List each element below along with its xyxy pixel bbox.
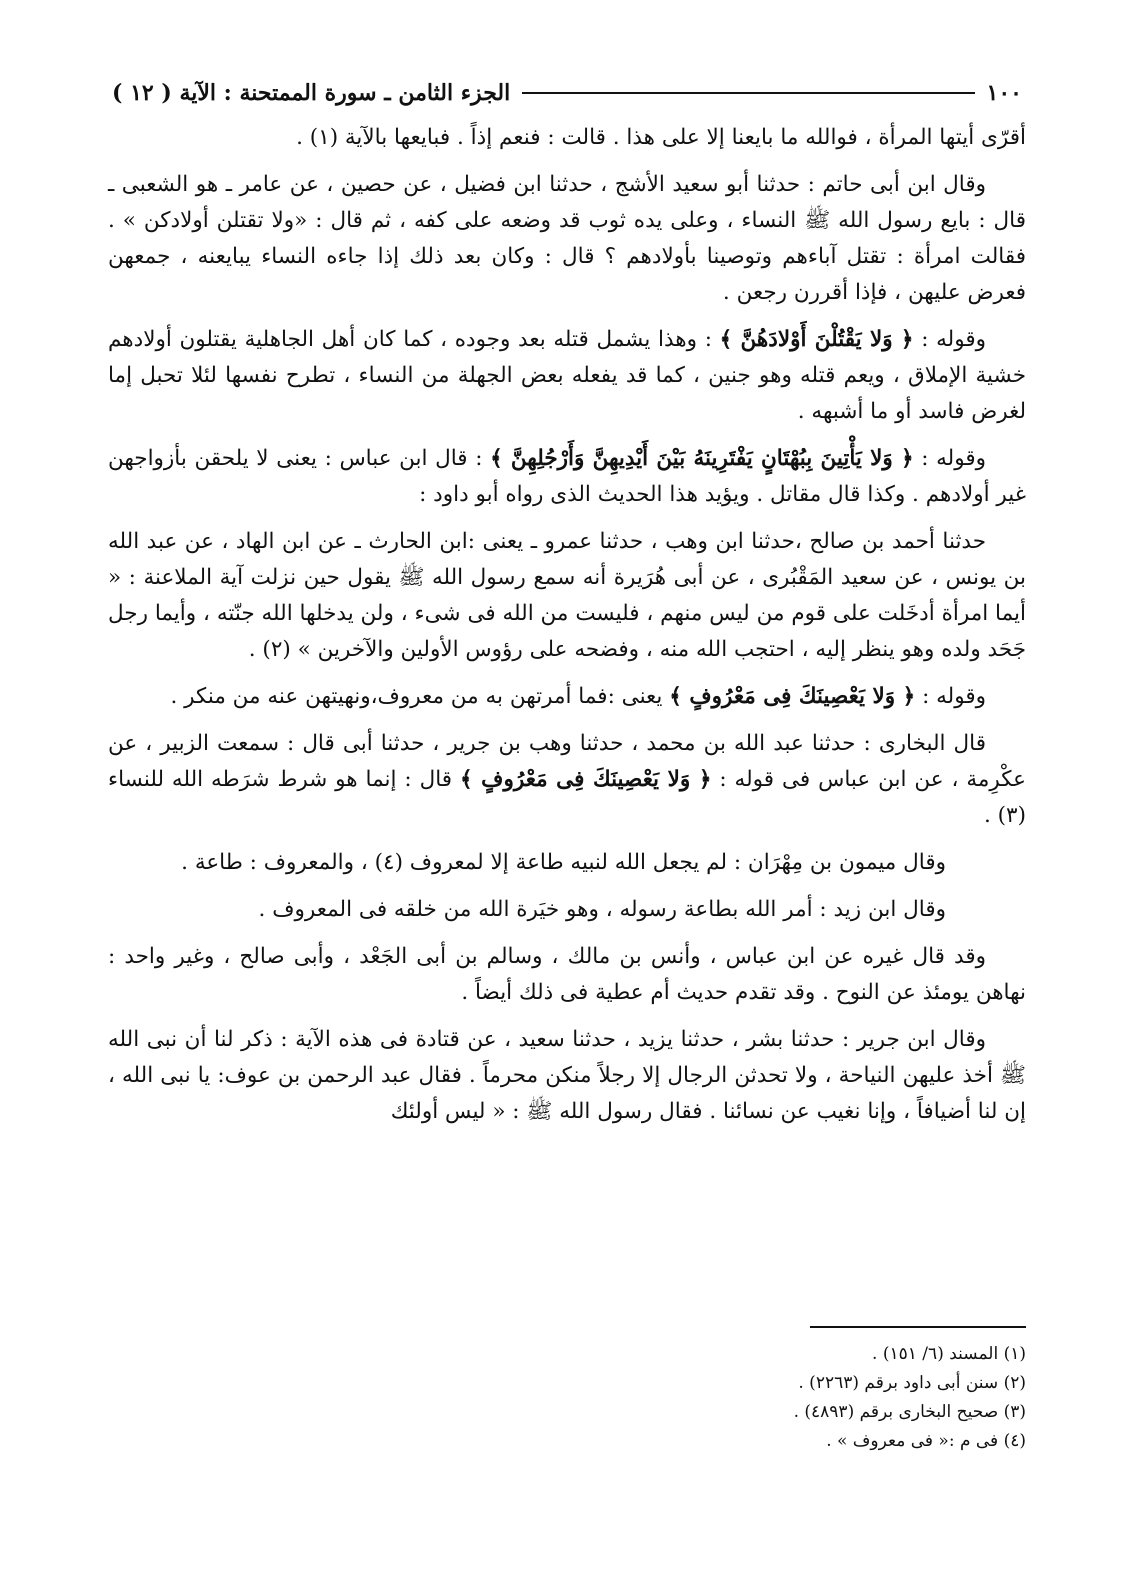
paragraph-7-text: قال : إنما هو شرط شرَطه الله للنساء (٣) . [108,767,1026,828]
quran-quote-3: ﴿ وَلا يَعْصِينَكَ فِى مَعْرُوفٍ ﴾ [669,684,916,709]
paragraph-2: وقال ابن أبى حاتم : حدثنا أبو سعيد الأشج ، حدثنا ابن فضيل ، عن حصين ، عن عامر ـ هو الشعبى ـ قال : بايع رسول الله ﷺ النساء ، وعلى يده ثوب قد وضعه على كفه ، ثم قال : «ولا تقتلن أولادكن » . فقالت امرأة : تقتل آباءهم وتوصينا بأولادهم ؟ قال : وكان بعد ذلك إذا جاءه النساء يبايعنه ، جمعهن فعرض عليهن ، فإذا أقررن رجعن . [108,172,1026,305]
paragraph-10: وقد قال غيره عن ابن عباس ، وأنس بن مالك ، وسالم بن أبى الجَعْد ، وأبى صالح ، وغير واحد : نهاهن يومئذ عن النوح . وقد تقدم حديث أم عطية فى ذلك أيضاً . [108,944,1026,1005]
paragraph-6-lead: وقوله : [915,684,986,709]
paragraph-3 [108,322,1026,430]
quran-quote-2: ﴿ وَلا يَأْتِينَ بِبُهْتَانٍ يَفْتَرِينَهُ بَيْنَ أَيْدِيهِنَّ وَأَرْجُلِهِنَّ ﴾ [490,446,914,471]
running-header [112,78,1022,108]
paragraph-3-text: : وهذا يشمل قتله بعد وجوده ، كما كان أهل الجاهلية يقتلون أولادهم خشية الإملاق ، ويعم قتله وهو جنين ، كما قد يفعله بعض الجهلة من النساء ، تطرح نفسها لئلا تحبل إما لغرض فاسد أو ما أشبهه . [108,327,1026,424]
paragraph-7 [108,726,1026,834]
footnotes [600,1340,1026,1456]
main-text [108,120,1026,1141]
footnote-rule [810,1326,1026,1328]
paragraph-5: حدثنا أحمد بن صالح ،حدثنا ابن وهب ، حدثنا عمرو ـ يعنى :ابن الحارث ـ عن ابن الهاد ، عن عبد الله بن يونس ، عن سعيد المَقْبُرى ، عن أبى هُرَيرة أنه سمع رسول الله ﷺ يقول حين نزلت آية الملاعنة : « أيما امرأة أدخَلت على قوم من ليس منهم ، فليست من الله فى شىء ، ولن يدخلها الله جنّته ، وأيما رجل جَحَد ولده وهو ينظر إليه ، احتجب الله منه ، وفضحه على رؤوس الأولين والآخرين » (٢) . [108,529,1026,662]
paragraph-11: وقال ابن جرير : حدثنا بشر ، حدثنا يزيد ، حدثنا سعيد ، عن قتادة فى هذه الآية : ذكر لنا أن نبى الله ﷺ أخذ عليهن النياحة ، ولا تحدثن الرجال إلا رجلاً منكن محرماً . فقال عبد الرحمن بن عوف: يا نبى الله ، إن لنا أضيافاً ، وإنا نغيب عن نسائنا . فقال رسول الله ﷺ : « ليس أولئك [108,1027,1026,1124]
paragraph-4-lead: وقوله : [913,446,986,471]
paragraph-1: أقرّى أيتها المرأة ، فوالله ما بايعنا إلا على هذا . قالت : فنعم إذاً . فبايعها بالآية (١) . [296,125,1026,150]
header-rule [522,92,974,94]
footnote-item: (٣) صحيح البخارى برقم (٤٨٩٣) . [793,1402,1026,1422]
footnote-item: (١) المسند (٦/ ١٥١) . [872,1344,1026,1364]
paragraph-3-lead: وقوله : [913,327,987,352]
paragraph-6 [108,679,1026,715]
paragraph-7-lead: قال البخارى : حدثنا عبد الله بن محمد ، حدثنا وهب بن جرير ، حدثنا أبى قال : سمعت الزبير ، عن عكْرِمة ، عن ابن عباس فى قوله : [108,731,1026,792]
footnote-item: (٢) سنن أبى داود برقم (٢٢٦٣) . [798,1373,1026,1393]
header-title: الجزء الثامن ـ سورة الممتحنة : الآية ( ١٢ ) [112,80,511,106]
quran-quote-1: ﴿ وَلا يَقْتُلْنَ أَوْلادَهُنَّ ﴾ [719,327,914,352]
paragraph-8: وقال ميمون بن مِهْرَان : لم يجعل الله لنبيه طاعة إلا لمعروف (٤) ، والمعروف : طاعة . [181,850,946,875]
paragraph-6-text: يعنى :فما أمرتهن به من معروف،ونهيتهن عنه من منكر . [170,684,670,709]
paragraph-4 [108,441,1026,513]
page-number: ١٠٠ [986,80,1022,106]
footnote-item: (٤) فى م :« فى معروف » . [826,1431,1026,1451]
paragraph-9: وقال ابن زيد : أمر الله بطاعة رسوله ، وهو خيَرة الله من خلقه فى المعروف . [258,897,946,922]
quran-quote-4: ﴿ وَلا يَعْصِينَكَ فِى مَعْرُوفٍ ﴾ [459,767,712,792]
paragraph-4-text: : قال ابن عباس : يعنى لا يلحقن بأزواجهن غير أولادهم . وكذا قال مقاتل . ويؤيد هذا الحديث الذى رواه أبو داود : [108,446,1026,507]
